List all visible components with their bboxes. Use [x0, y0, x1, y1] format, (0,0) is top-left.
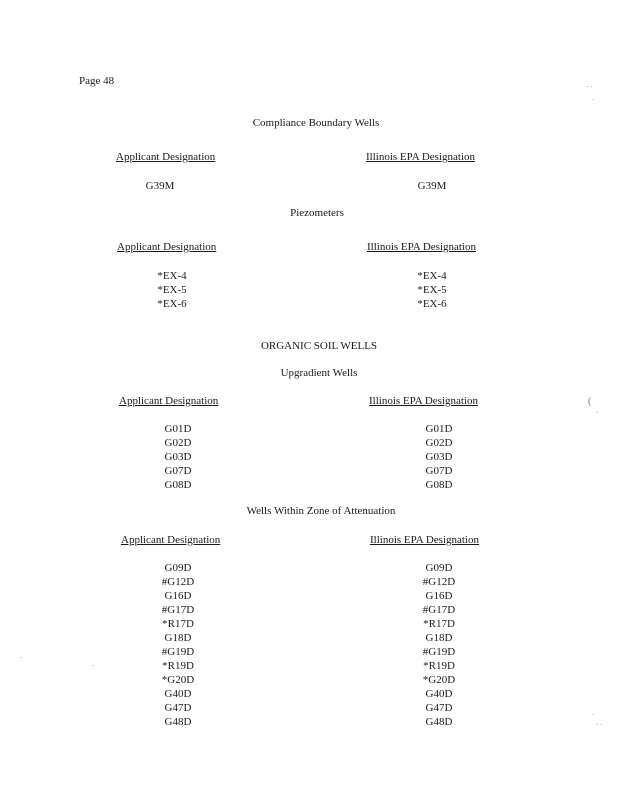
header-illinois-epa-designation: Illinois EPA Designation: [369, 395, 478, 407]
scan-speck: (: [588, 396, 592, 407]
header-applicant-designation: Applicant Designation: [117, 241, 217, 253]
epa-column: [423, 561, 455, 729]
scan-speck: ·: [596, 409, 599, 417]
list-item: #G12D: [422, 576, 456, 588]
list-item: G16D: [164, 590, 192, 602]
scan-speck: ·: [92, 662, 95, 670]
list-item: #G19D: [161, 646, 195, 658]
list-item: G47D: [425, 702, 453, 714]
list-item: G48D: [164, 716, 192, 728]
list-item: G39M: [417, 180, 447, 192]
page-number: Page 48: [79, 75, 115, 87]
scan-speck: ·: [592, 711, 595, 719]
list-item: G47D: [164, 702, 192, 714]
list-item: *EX-6: [417, 298, 447, 310]
list-item: G03D: [425, 451, 453, 463]
list-item: #G19D: [422, 646, 456, 658]
list-item: *R19D: [162, 660, 194, 672]
list-item: G09D: [425, 562, 453, 574]
list-item: #G17D: [422, 604, 456, 616]
list-item: G39M: [145, 180, 175, 192]
list-item: G40D: [425, 688, 453, 700]
list-item: *R19D: [423, 660, 455, 672]
list-item: G18D: [164, 632, 192, 644]
list-item: *EX-4: [417, 270, 447, 282]
list-item: G07D: [425, 465, 453, 477]
scan-speck: ·: [592, 96, 595, 104]
header-applicant-designation: Applicant Designation: [121, 534, 221, 546]
section-title-compliance-boundary-wells: Compliance Boundary Wells: [252, 117, 380, 129]
applicant-column: [157, 269, 186, 311]
applicant-column: [162, 561, 194, 729]
list-item: G02D: [164, 437, 192, 449]
list-item: G48D: [425, 716, 453, 728]
list-item: *EX-4: [157, 270, 187, 282]
epa-column: [418, 179, 447, 193]
header-illinois-epa-designation: Illinois EPA Designation: [366, 151, 475, 163]
list-item: G16D: [425, 590, 453, 602]
list-item: G40D: [164, 688, 192, 700]
epa-column: [417, 269, 446, 311]
list-item: G18D: [425, 632, 453, 644]
section-title-wells-within-zone-of-attenuation: Wells Within Zone of Attenuation: [246, 505, 396, 517]
list-item: G08D: [164, 479, 192, 491]
list-item: G01D: [425, 423, 453, 435]
list-item: *EX-6: [157, 298, 187, 310]
list-item: *R17D: [162, 618, 194, 630]
header-applicant-designation: Applicant Designation: [116, 151, 216, 163]
section-title-organic-soil-wells: ORGANIC SOIL WELLS: [260, 340, 378, 352]
applicant-column: [165, 422, 192, 492]
section-subtitle-upgradient-wells: Upgradient Wells: [280, 367, 358, 379]
list-item: G01D: [164, 423, 192, 435]
list-item: G09D: [164, 562, 192, 574]
epa-column: [426, 422, 453, 492]
header-illinois-epa-designation: Illinois EPA Designation: [367, 241, 476, 253]
list-item: G07D: [164, 465, 192, 477]
header-applicant-designation: Applicant Designation: [119, 395, 219, 407]
section-title-piezometers: Piezometers: [290, 207, 344, 219]
list-item: G03D: [164, 451, 192, 463]
list-item: *R17D: [423, 618, 455, 630]
list-item: G02D: [425, 437, 453, 449]
scan-speck: ·: [20, 654, 23, 662]
header-illinois-epa-designation: Illinois EPA Designation: [370, 534, 479, 546]
scan-speck: · ·: [596, 721, 603, 729]
list-item: *G20D: [161, 674, 195, 686]
list-item: *G20D: [422, 674, 456, 686]
scan-speck: · ·: [586, 83, 593, 91]
list-item: G08D: [425, 479, 453, 491]
list-item: *EX-5: [157, 284, 187, 296]
list-item: #G17D: [161, 604, 195, 616]
list-item: *EX-5: [417, 284, 447, 296]
applicant-column: [146, 179, 175, 193]
list-item: #G12D: [161, 576, 195, 588]
